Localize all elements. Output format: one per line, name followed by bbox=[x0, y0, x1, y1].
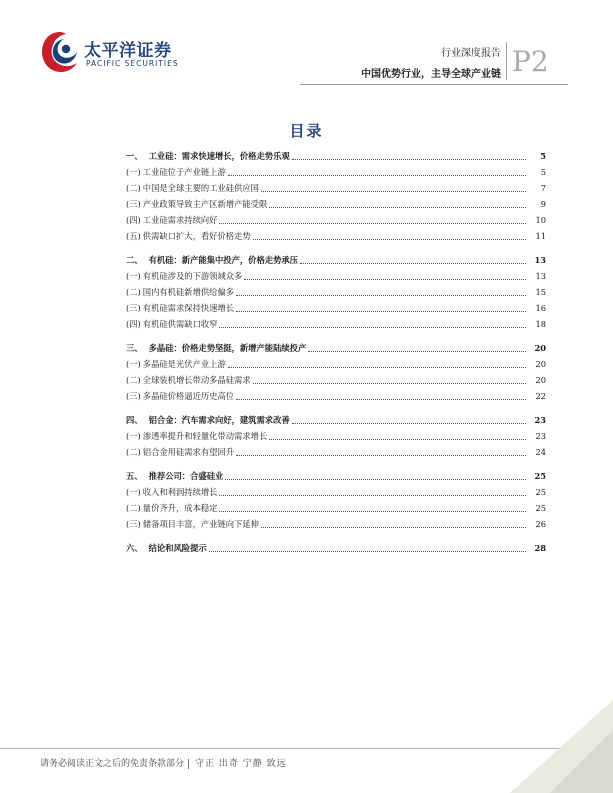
toc-entry-label: 铝合金用硅需求有望回升 bbox=[142, 447, 235, 457]
toc-dot-leader bbox=[244, 278, 526, 280]
toc-entry-number: (三) bbox=[126, 391, 141, 401]
toc-page-number: 13 bbox=[534, 255, 546, 265]
toc-page-number: 25 bbox=[534, 471, 546, 481]
toc-section-entry[interactable] bbox=[126, 466, 546, 482]
toc-entry-number: (四) bbox=[126, 215, 141, 225]
toc-entry-number: (三) bbox=[126, 303, 141, 313]
toc-dot-leader bbox=[261, 190, 526, 192]
toc-dot-leader bbox=[228, 174, 526, 176]
toc-page-number: 5 bbox=[540, 151, 546, 161]
page-number: P2 bbox=[512, 45, 549, 78]
toc-entry-label: 渗透率提升和轻量化带动需求增长 bbox=[142, 431, 268, 441]
toc-page-number: 20 bbox=[535, 359, 546, 369]
toc-page-number: 18 bbox=[535, 319, 546, 329]
toc-entry-number: 三、 bbox=[126, 343, 143, 353]
logo-english-name: PACIFIC SECURITIES bbox=[86, 59, 179, 68]
toc-subsection-entry[interactable] bbox=[126, 426, 546, 442]
toc-entry-label: 多晶硅价格逼近历史高位 bbox=[142, 391, 235, 401]
toc-page-number: 20 bbox=[534, 343, 546, 353]
toc-entry-number: (一) bbox=[126, 167, 141, 177]
toc-entry-label: 有机硅：新产能集中投产，价格走势承压 bbox=[148, 255, 298, 265]
toc-title: 目录 bbox=[289, 122, 324, 140]
toc-page-number: 10 bbox=[535, 215, 546, 225]
toc-entry-label: 有机硅供需缺口收窄 bbox=[142, 319, 218, 329]
company-logo bbox=[40, 30, 179, 80]
toc-page-number: 13 bbox=[535, 271, 546, 281]
toc-subsection-entry[interactable] bbox=[126, 314, 546, 330]
toc-entry-number: (四) bbox=[126, 319, 141, 329]
toc-entry-number: (一) bbox=[126, 431, 141, 441]
toc-entry-number: (二) bbox=[126, 447, 141, 457]
footer-disclaimer: 请务必阅读正文之后的免责条款部分 bbox=[40, 759, 185, 769]
toc-dot-leader bbox=[236, 294, 526, 296]
toc-entry-number: (五) bbox=[126, 231, 141, 241]
toc-dot-leader bbox=[308, 350, 526, 352]
toc-page-number: 20 bbox=[535, 375, 546, 385]
toc-page-number: 24 bbox=[535, 447, 546, 457]
toc-section-entry[interactable] bbox=[126, 410, 546, 426]
toc-page-number: 22 bbox=[535, 391, 546, 401]
toc-subsection-entry[interactable] bbox=[126, 210, 546, 226]
toc-entry-number: 五、 bbox=[126, 471, 143, 481]
toc-dot-leader bbox=[219, 494, 526, 496]
toc-entry-label: 工业硅需求持续向好 bbox=[142, 215, 218, 225]
toc-subsection-entry[interactable] bbox=[126, 266, 546, 282]
toc-dot-leader bbox=[209, 550, 526, 552]
toc-dot-leader bbox=[269, 206, 526, 208]
toc-entry-number: (一) bbox=[126, 487, 141, 497]
toc-entry-label: 国内有机硅新增供给偏多 bbox=[142, 287, 235, 297]
toc-page-number: 5 bbox=[540, 167, 546, 177]
toc-subsection-entry[interactable] bbox=[126, 226, 546, 242]
toc-section-entry[interactable] bbox=[126, 146, 546, 162]
toc-entry-label: 工业硅位于产业链上游 bbox=[142, 167, 226, 177]
corner-decoration bbox=[480, 700, 613, 793]
toc-subsection-entry[interactable] bbox=[126, 162, 546, 178]
toc-dot-leader bbox=[219, 510, 526, 512]
toc-subsection-entry[interactable] bbox=[126, 370, 546, 386]
toc-entry-label: 多晶硅是光伏产业上游 bbox=[142, 359, 226, 369]
header-divider bbox=[506, 42, 507, 80]
toc-entry-number: (一) bbox=[126, 271, 141, 281]
toc-dot-leader bbox=[236, 454, 526, 456]
toc-section-gap bbox=[126, 330, 546, 338]
footer-motto: 守正 出奇 宁静 致远 bbox=[195, 759, 287, 769]
toc-subsection-entry[interactable] bbox=[126, 298, 546, 314]
toc-subsection-entry[interactable] bbox=[126, 178, 546, 194]
report-type: 行业深度报告 bbox=[441, 48, 501, 59]
toc-section-gap bbox=[126, 402, 546, 410]
toc-entry-number: 一、 bbox=[126, 151, 143, 161]
toc-subsection-entry[interactable] bbox=[126, 282, 546, 298]
toc-dot-leader bbox=[292, 422, 526, 424]
toc-subsection-entry[interactable] bbox=[126, 442, 546, 458]
toc-subsection-entry[interactable] bbox=[126, 498, 546, 514]
toc-section-gap bbox=[126, 530, 546, 538]
header-rule bbox=[300, 84, 568, 85]
toc-dot-leader bbox=[292, 158, 526, 160]
toc-entry-label: 中国是全球主要的工业硅供应国 bbox=[142, 183, 259, 193]
toc-entry-number: (一) bbox=[126, 359, 141, 369]
toc-entry-number: (二) bbox=[126, 287, 141, 297]
page-footer bbox=[40, 756, 287, 769]
toc-entry-label: 多晶硅：价格走势坚挺，新增产能陆续投产 bbox=[148, 343, 307, 353]
toc-entry-label: 全球装机增长带动多晶硅需求 bbox=[142, 375, 251, 385]
toc-dot-leader bbox=[219, 326, 526, 328]
toc-entry-label: 有机硅需求保持快速增长 bbox=[142, 303, 235, 313]
toc-page-number: 25 bbox=[535, 487, 546, 497]
toc-entry-number: (二) bbox=[126, 375, 141, 385]
toc-subsection-entry[interactable] bbox=[126, 482, 546, 498]
toc-subsection-entry[interactable] bbox=[126, 386, 546, 402]
toc-dot-leader bbox=[236, 398, 526, 400]
toc-entry-label: 推荐公司：合盛硅业 bbox=[148, 471, 224, 481]
toc-entry-number: 二、 bbox=[126, 255, 143, 265]
toc-dot-leader bbox=[300, 262, 526, 264]
toc-page-number: 26 bbox=[535, 519, 546, 529]
toc-entry-label: 有机硅涉及的下游领域众多 bbox=[142, 271, 243, 281]
toc-dot-leader bbox=[261, 526, 526, 528]
toc-page-number: 28 bbox=[534, 543, 546, 553]
toc-section-gap bbox=[126, 458, 546, 466]
toc-section-entry[interactable] bbox=[126, 538, 546, 554]
report-title: 中国优势行业，主导全球产业链 bbox=[361, 69, 501, 80]
toc-dot-leader bbox=[228, 366, 526, 368]
page-header bbox=[0, 0, 613, 92]
toc-entry-label: 铝合金：汽车需求向好，建筑需求改善 bbox=[148, 415, 290, 425]
toc-page-number: 23 bbox=[534, 415, 546, 425]
footer-separator bbox=[188, 759, 189, 769]
toc-entry-label: 收入和利润持续增长 bbox=[142, 487, 218, 497]
toc-entry-label: 供需缺口扩大，看好价格走势 bbox=[142, 231, 251, 241]
toc-page-number: 9 bbox=[540, 199, 546, 209]
toc-section-entry[interactable] bbox=[126, 338, 546, 354]
toc-entry-number: 四、 bbox=[126, 415, 143, 425]
toc-section-entry[interactable] bbox=[126, 250, 546, 266]
toc-dot-leader bbox=[236, 310, 526, 312]
toc-entry-number: (三) bbox=[126, 519, 141, 529]
toc-dot-leader bbox=[253, 238, 526, 240]
toc-entry-label: 工业硅：需求快速增长，价格走势乐观 bbox=[148, 151, 290, 161]
toc-dot-leader bbox=[269, 438, 526, 440]
table-of-contents bbox=[126, 146, 546, 554]
toc-page-number: 15 bbox=[535, 287, 546, 297]
toc-dot-leader bbox=[253, 382, 526, 384]
toc-entry-number: (二) bbox=[126, 503, 141, 513]
toc-entry-label: 结论和风险提示 bbox=[148, 543, 207, 553]
toc-page-number: 11 bbox=[535, 231, 546, 241]
toc-entry-label: 量价齐升，成本稳定 bbox=[142, 503, 218, 513]
toc-dot-leader bbox=[219, 222, 526, 224]
toc-entry-number: (二) bbox=[126, 183, 141, 193]
logo-chinese-name: 太平洋证券 bbox=[84, 41, 172, 61]
pacific-securities-logo-icon bbox=[40, 30, 80, 74]
toc-entry-label: 储备项目丰富，产业链向下延伸 bbox=[142, 519, 259, 529]
toc-page-number: 23 bbox=[535, 431, 546, 441]
toc-page-number: 7 bbox=[540, 183, 546, 193]
toc-subsection-entry[interactable] bbox=[126, 514, 546, 530]
toc-entry-label: 产业政策导致主产区新增产能受限 bbox=[142, 199, 268, 209]
toc-section-gap bbox=[126, 242, 546, 250]
toc-subsection-entry[interactable] bbox=[126, 354, 546, 370]
toc-dot-leader bbox=[225, 478, 526, 480]
toc-page-number: 25 bbox=[535, 503, 546, 513]
toc-page-number: 16 bbox=[535, 303, 546, 313]
toc-entry-number: (三) bbox=[126, 199, 141, 209]
toc-entry-number: 六、 bbox=[126, 543, 143, 553]
toc-subsection-entry[interactable] bbox=[126, 194, 546, 210]
